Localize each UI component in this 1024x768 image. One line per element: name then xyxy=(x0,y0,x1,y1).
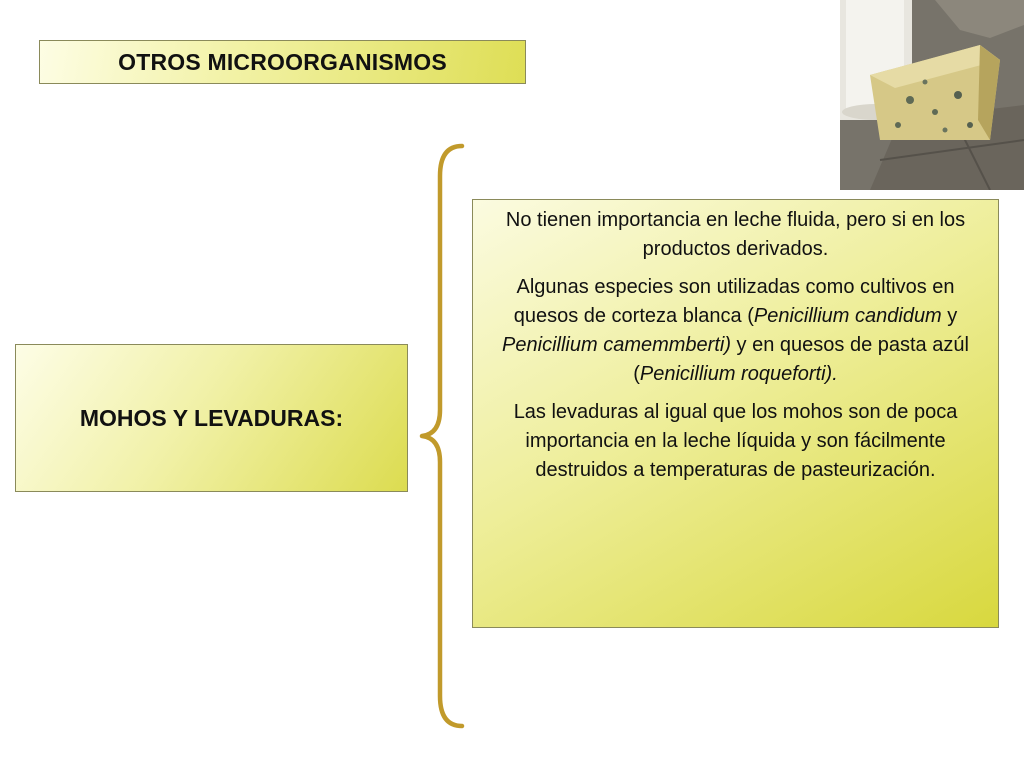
cultures-text-b: y xyxy=(941,305,958,327)
paragraph-milk-importance: No tienen importancia en leche fluida, pero si en los productos derivados. xyxy=(505,209,966,260)
paragraph-yeasts: Las levaduras al igual que los mohos son de poca importancia en la leche líquida y son fácilmente destruidos a temperaturas de pasteurización. xyxy=(513,401,958,481)
cultures-text-a: Algunas especies son utilizadas como cultivos en quesos de corteza blanca ( xyxy=(513,276,955,327)
topic-label: MOHOS Y LEVADURAS: xyxy=(79,404,344,431)
topic-label-box xyxy=(15,344,408,492)
paragraph-cheese-cultures xyxy=(487,273,984,389)
cheese-image xyxy=(840,0,1024,190)
cultures-text-c: y en quesos de pasta azúl ( xyxy=(633,334,969,385)
species-penicillium-roqueforti: Penicillium roqueforti). xyxy=(639,363,838,385)
blue-cheese-photo-icon xyxy=(840,0,1024,190)
species-penicillium-camemberti: Penicillium camemmberti) xyxy=(502,334,731,356)
curly-brace-icon xyxy=(416,142,470,730)
slide-title xyxy=(39,40,526,84)
species-penicillium-candidum: Penicillium candidum xyxy=(753,305,942,327)
content-box xyxy=(472,199,999,628)
slide-title-text: OTROS MICROORGANISMOS xyxy=(118,48,447,75)
